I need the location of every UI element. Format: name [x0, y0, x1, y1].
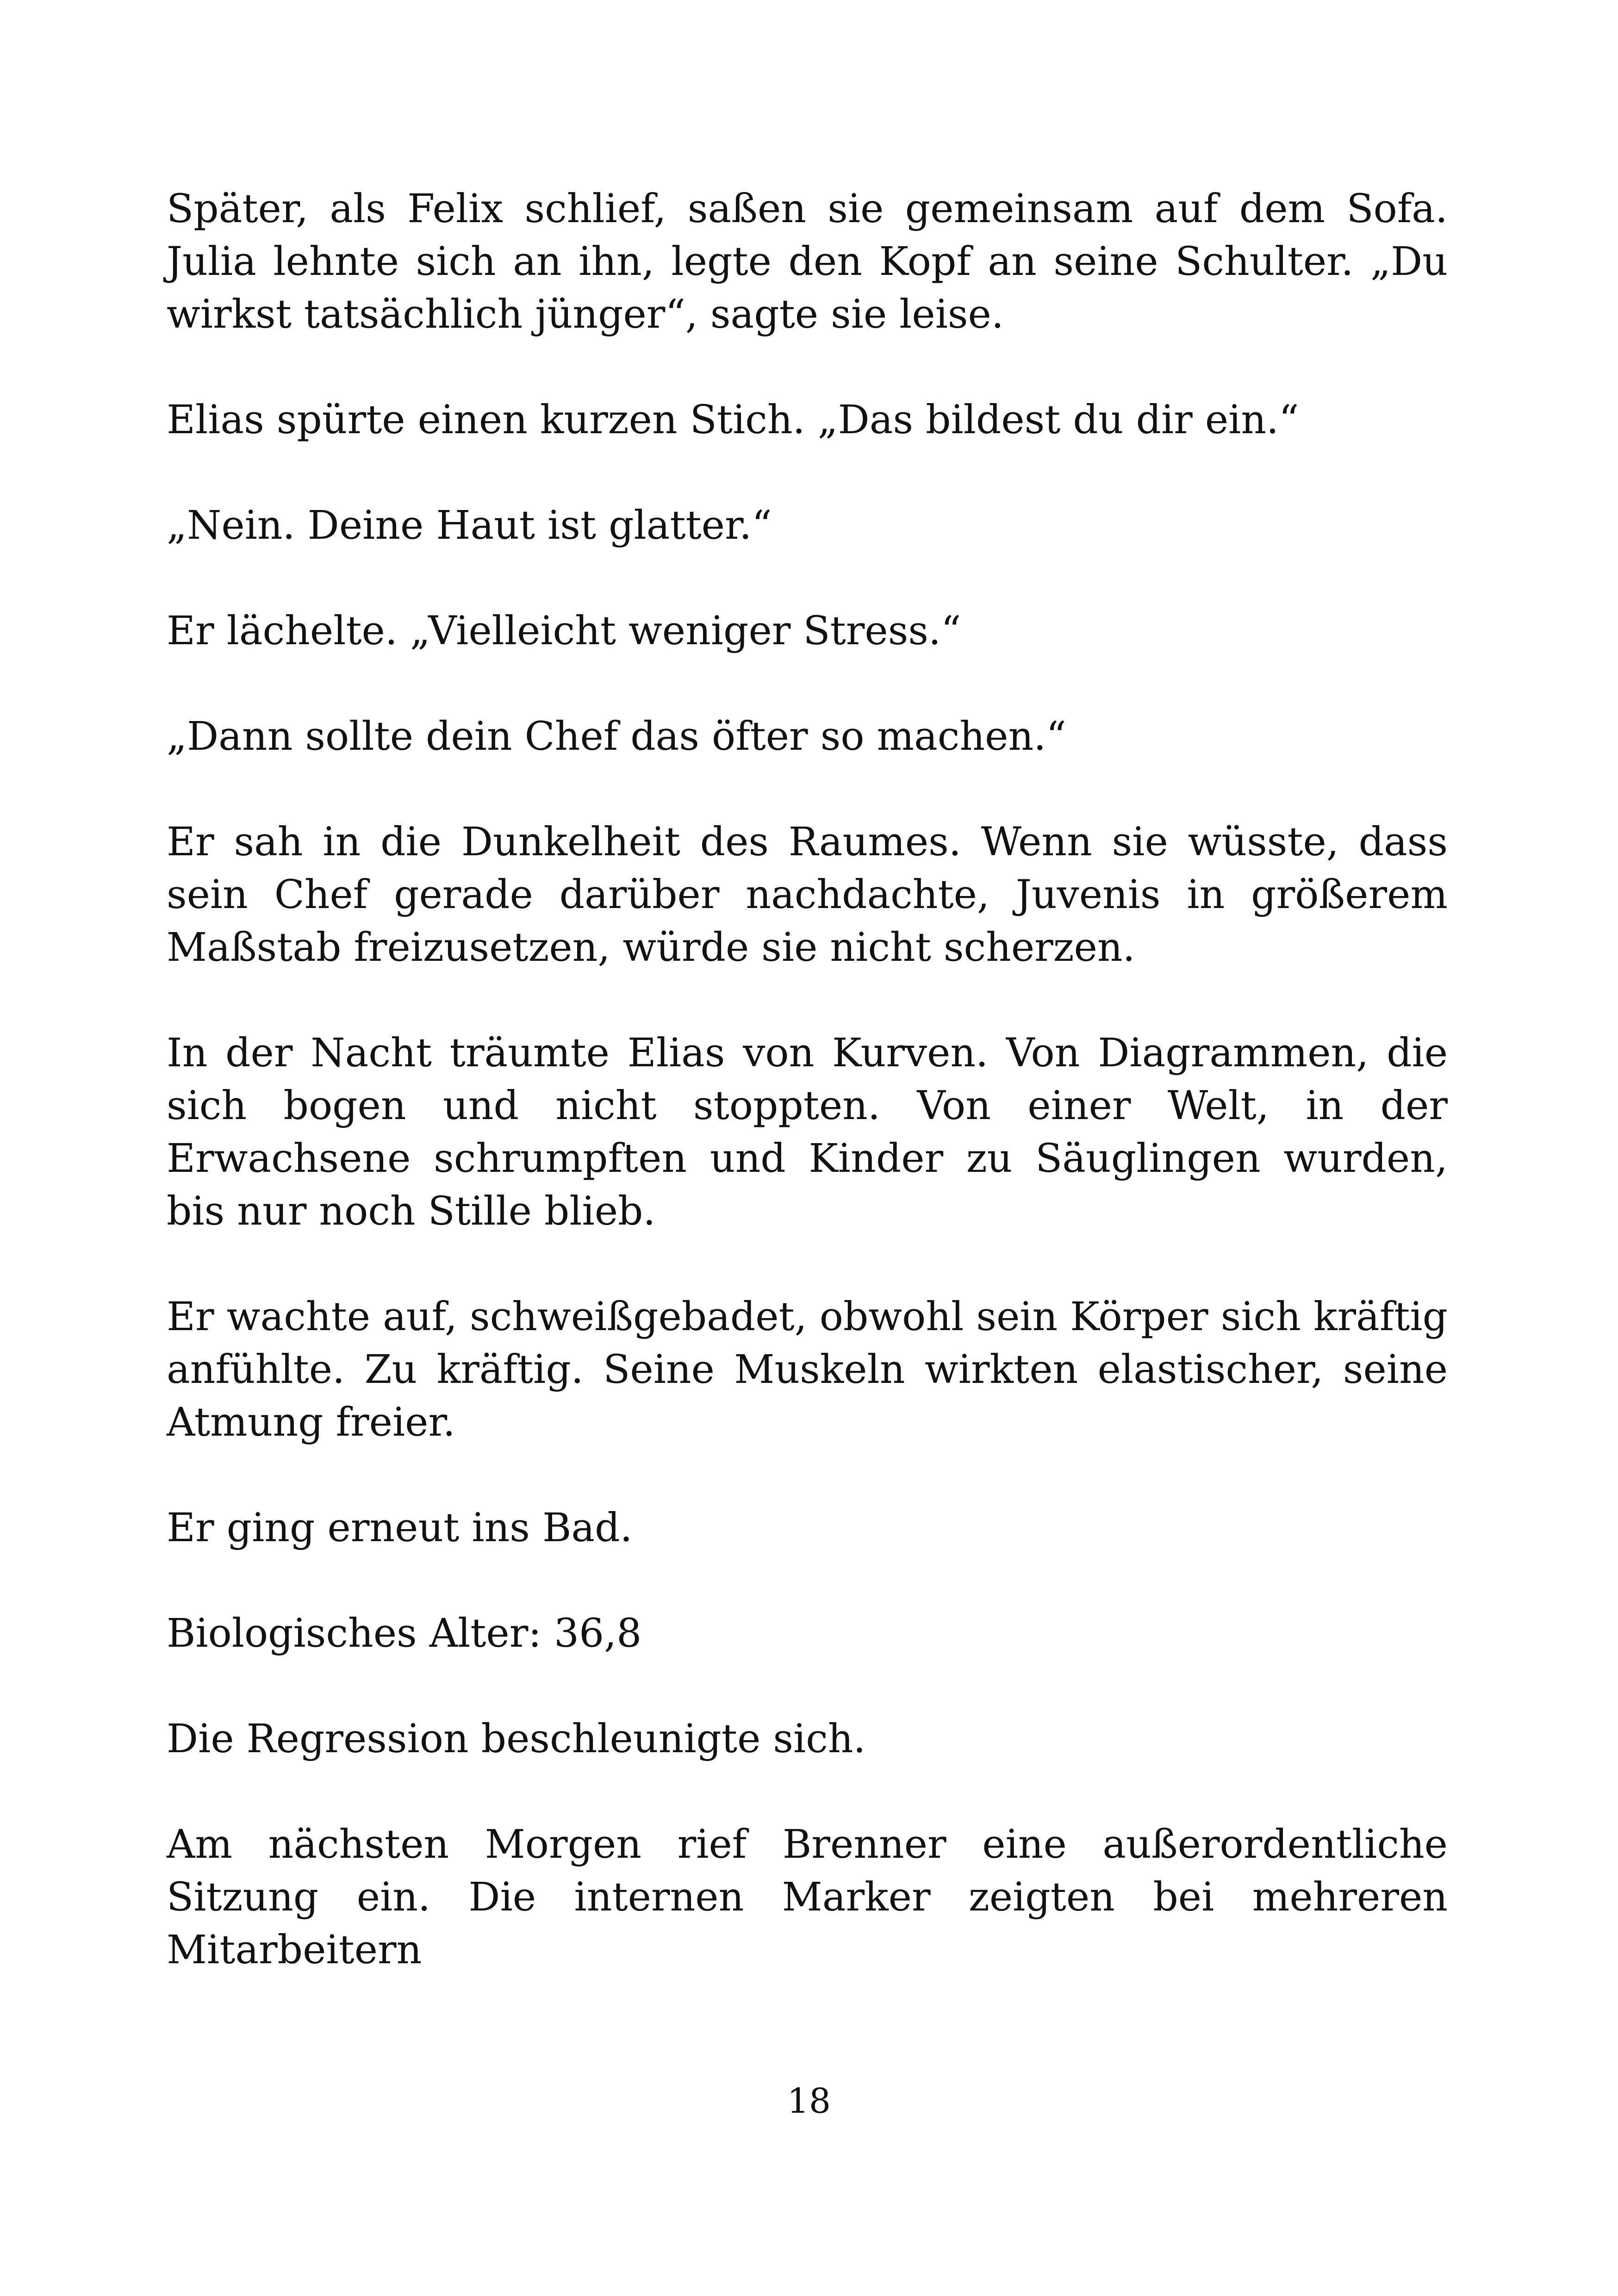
- paragraph: „Nein. Deine Haut ist glatter.“: [167, 503, 772, 548]
- paragraph: In der Nacht träumte Elias von Kurven. Von Diagrammen, die sich bogen und nicht stoppten. Von einer Welt, in der Erwachsene schrumpften und Kinder zu Säuglingen wurden, bis nur noch Stille blieb.: [167, 1030, 1448, 1234]
- paragraph: Biologisches Alter: 36,8: [167, 1611, 642, 1656]
- paragraph: Elias spürte einen kurzen Stich. „Das bildest du dir ein.“: [167, 397, 1299, 443]
- paragraph: Er wachte auf, schweißgebadet, obwohl sein Körper sich kräftig anfühlte. Zu kräftig. Seine Muskeln wirkten elastischer, seine Atmung freier.: [167, 1294, 1448, 1445]
- paragraph: Die Regression beschleunigte sich.: [167, 1716, 866, 1762]
- page-number: 18: [787, 2081, 831, 2121]
- paragraph: „Dann sollte dein Chef das öfter so machen.“: [167, 714, 1066, 759]
- body-text: [167, 183, 1448, 2029]
- paragraph: Er ging erneut ins Bad.: [167, 1505, 633, 1551]
- paragraph: Er lächelte. „Vielleicht weniger Stress.“: [167, 608, 961, 654]
- paragraph-continued: Am nächsten Morgen rief Brenner eine außerordentliche Sitzung ein. Die internen Marker zeigten bei mehreren Mitarbeitern: [167, 1822, 1448, 1973]
- paragraph: Er sah in die Dunkelheit des Raumes. Wenn sie wüsste, dass sein Chef gerade darüber nachdachte, Juvenis in größerem Maßstab freizusetzen, würde sie nicht scherzen.: [167, 819, 1448, 971]
- paragraph: Später, als Felix schlief, saßen sie gemeinsam auf dem Sofa. Julia lehnte sich an ihn, legte den Kopf an seine Schulter. „Du wirkst tatsächlich jünger“, sagte sie leise.: [167, 186, 1448, 337]
